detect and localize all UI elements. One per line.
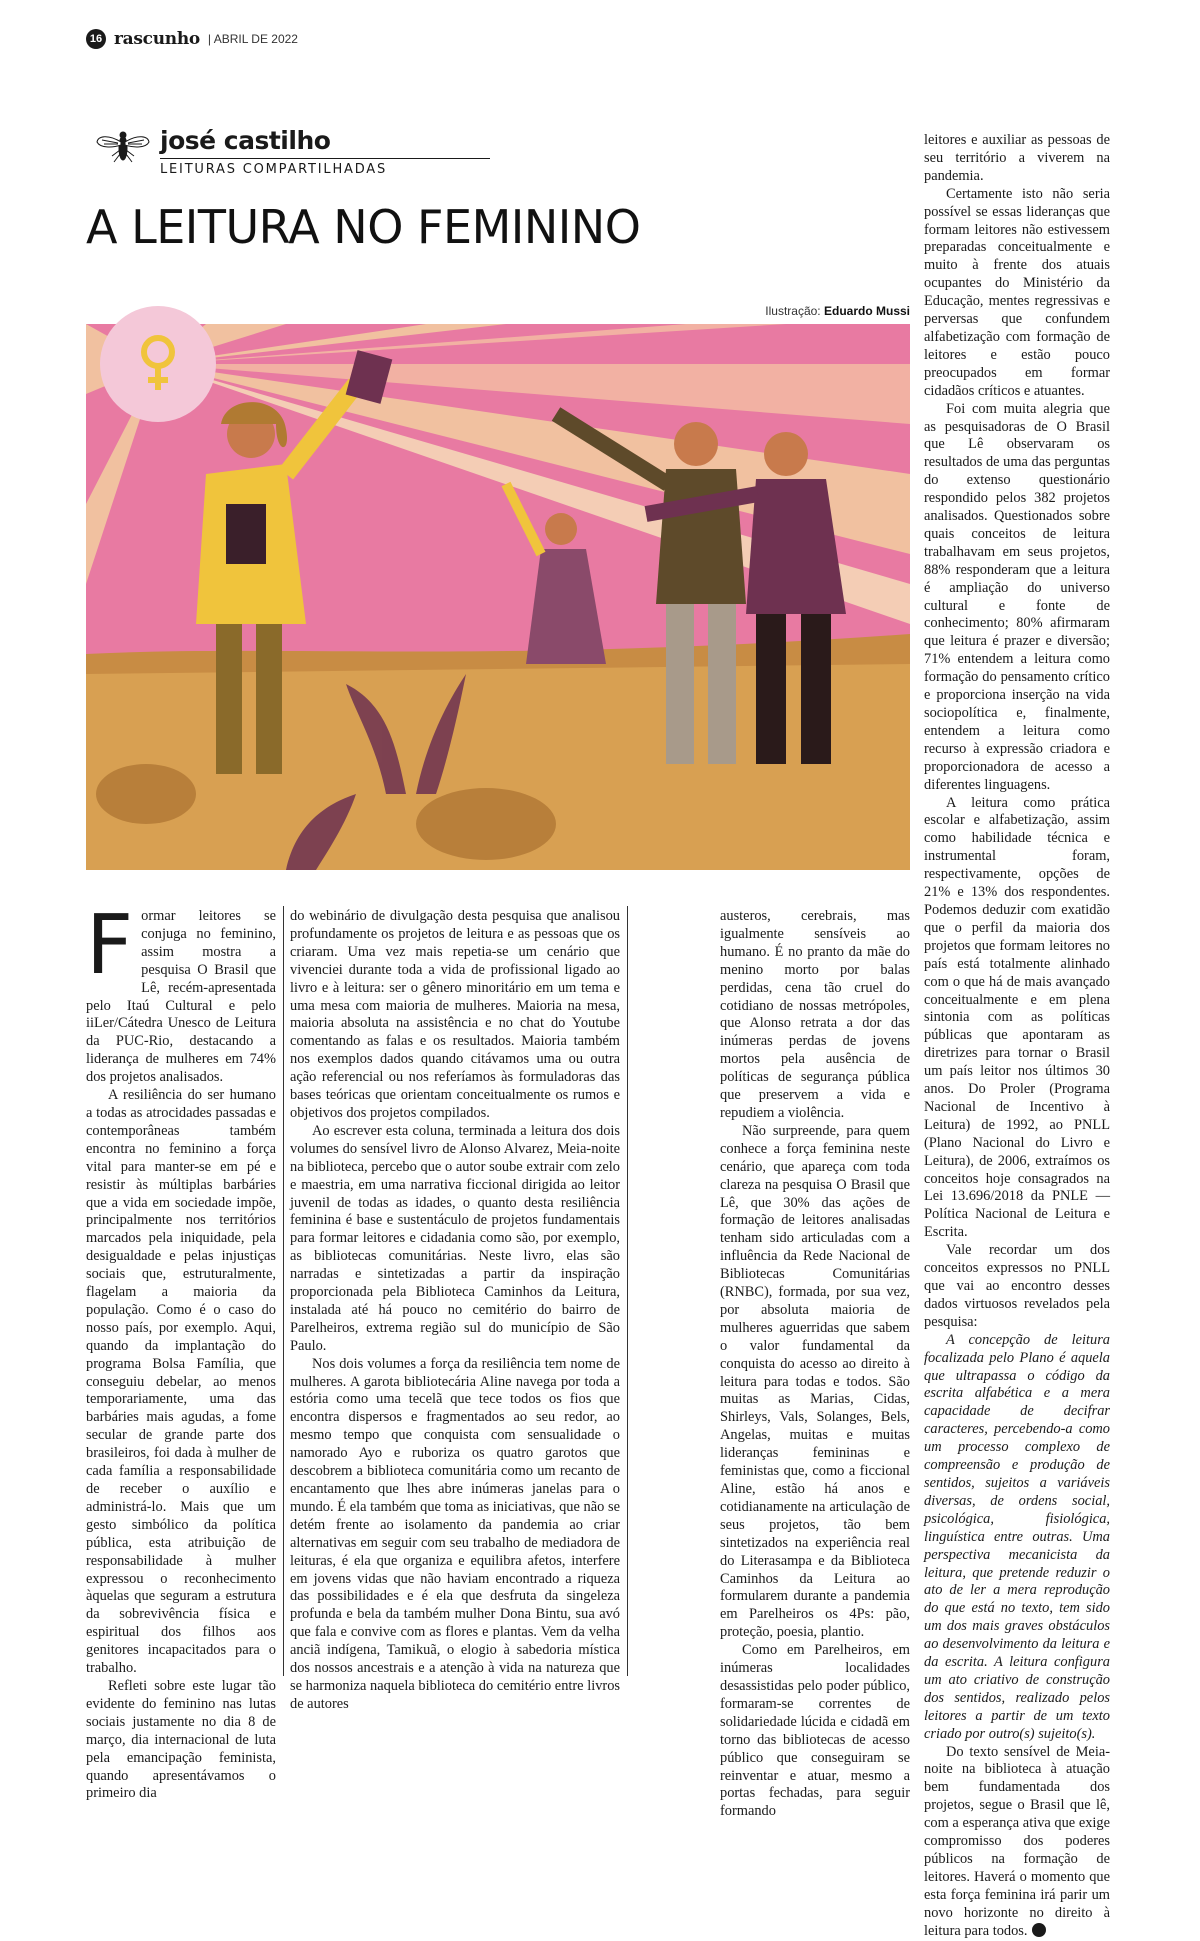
- drop-cap: F: [86, 898, 134, 993]
- column-divider: [283, 906, 284, 1676]
- paragraph-text: Do texto sensível de Meia-noite na biblioteca à atuação bem fundamentada dos projetos, segue o Brasil que lê, com a esperança ativa que exige compromisso dos poderes públicos na formação de leitores. Haverá o momento que esta força feminina irá parir um novo horizonte no direito à leitura para todos.: [924, 1743, 1110, 1939]
- paragraph-text: ormar leitores se conjuga no feminino, assim mostra a pesquisa O Brasil que Lê, recém-apresentada pelo Itaú Cultural e pelo iiLer/Cátedra Unesco de Leitura da PUC-Rio, destacando a liderança de mulheres em 74% dos projetos analisados.: [86, 908, 276, 1086]
- article-column-3: [720, 908, 910, 1821]
- brand-logo: rascunho: [114, 29, 200, 49]
- block-quote: A concepção de leitura focalizada pelo Plano é aquela que ultrapassa o código da escrita alfabética e a mera capacidade de decifrar caracteres, percebendo-a como um processo complexo de compreensão e produção de sentidos, sujeitos a variáveis diversas, de ordens social, psicológica, fisiológica, linguística entre outras. Uma perspectiva mecanicista da leitura, que pretende reduzir o ato de ler a mera reprodução do que está no texto, tem sido um dos mais graves obstáculos ao desenvolvimento da leitura e da escrita. A leitura configura um ato criativo de construção dos sentidos, realizado pelos leitores a partir de um texto criado por outro(s) sujeito(s).: [924, 1331, 1110, 1742]
- page-header: [86, 28, 298, 50]
- credit-label: Ilustração:: [765, 304, 821, 318]
- article-paragraph: Ao escrever esta coluna, terminada a leitura dos dois volumes do sensível livro de Alonso Alvarez, Meia-noite na biblioteca, percebo que o autor soube extrair com zelo e maestria, em uma narrativa ficcional dirigida ao leitor juvenil de todas as idades, o quanto desta resiliência feminina é base e sustentáculo de projetos fundamentais para formar leitores e cidadania como são, por exemplo, as bibliotecas comunitárias. Neste livro, elas são narradas e sintetizadas a partir da inspiração proporcionada pela Biblioteca Caminhos da Leitura, instalada até há pouco no cemitério do bairro de Parelheiros, extrema região sul do município de São Paulo.: [290, 1122, 620, 1354]
- article-column-1: [86, 898, 276, 1803]
- article-paragraph: leitores e auxiliar as pessoas de seu território a viverem na pandemia.: [924, 132, 1110, 184]
- author-block: [94, 126, 490, 177]
- fly-icon: [94, 126, 152, 168]
- article-paragraph: Certamente isto não seria possível se essas lideranças que formam leitores não estivessem preparadas conceitualmente e muito à frente dos atuais ocupantes do Ministério da Educação, mentes regressivas e perversas que confundem alfabetização com formação de leitores e estão pouco preocupados em formar cidadãos críticos e atuantes.: [924, 185, 1110, 399]
- author-text: [160, 126, 490, 177]
- article-paragraph: [86, 898, 276, 1087]
- article-paragraph: Vale recordar um dos conceitos expressos no PNLL que vai ao encontro desses dados virtuosos revelados pela pesquisa:: [924, 1242, 1110, 1330]
- illustration-credit: [700, 304, 910, 318]
- page-number: 16: [86, 29, 106, 49]
- article-paragraph: Como em Parelheiros, em inúmeras localidades desassistidas pelo poder público, formaram-se correntes de solidariedade lúcida e cidadã em torno das bibliotecas de acesso público que conseguiram se reinventar e atuar, mesmo a portas fechadas, para seguir formando: [720, 1642, 910, 1820]
- article-paragraph: A resiliência do ser humano a todas as atrocidades passadas e contemporâneas também encontra no feminino a força vital para manter-se em pé e resistir às múltiplas barbáries que a vida em sociedade impõe, principalmente nos territórios marcados pela iniquidade, pela desigualdade e pelas injustiças sociais que, estruturalmente, flagelam a maioria da população. Como é o caso do nosso país, por exemplo. Aqui, quando da implantação do programa Bolsa Família, que conseguiu debelar, ao menos temporariamente, uma das barbáries mais agudas, a fome secular de grande parte dos brasileiros, foi dada à mulher de cada família a responsabilidade de receber o auxílio e administrá-lo. Mais que um gesto simbólico da política pública, esta atribuição de responsabilidade à mulher expressou o reconhecimento àquelas que seguram a estrutura da sobrevivência física e espiritual dos filhos aos genitores incapacitados para o trabalho.: [86, 1087, 276, 1677]
- author-divider: [160, 158, 490, 159]
- article-paragraph: do webinário de divulgação desta pesquisa que analisou profundamente os projetos de leitura e as pessoas que os criaram. Uma vez mais repetia-se um cenário que vivenciei durante toda a vida de profissional ligado ao livro e à leitura: ser o gênero minoritário em um tema e uma mesa com maioria de mulheres. Maioria na mesa, maioria absoluta na assistência e no chat do Youtube comentando as falas e os resultados. Maioria também nos exemplos dados quando citávamos uma ou outra ação referencial ou nos referíamos às formuladoras das bases teóricas que orientam conceitualmente os rumos e objetivos dos projetos compilados.: [290, 908, 620, 1121]
- illustration: [86, 324, 910, 870]
- article-paragraph: austeros, cerebrais, mas igualmente sensíveis ao humano. É no pranto da mãe do menino morto por balas perdidas, cena tão cruel do cotidiano de nossas metrópoles, que Alonso retrata a dor das inúmeras perdas de jovens mortos pela ausência de políticas de segurança pública que preservem a vida e repudiem a violência.: [720, 908, 910, 1121]
- article-paragraph: Não surpreende, para quem conhece a força feminina neste cenário, que apareça com toda clareza na pesquisa O Brasil que Lê, que 30% das ações de formação de leitores analisadas tenham sido articuladas com a influência da Rede Nacional de Bibliotecas Comunitárias (RNBC), formada, por sua vez, por absoluta maioria de mulheres aguerridas que sabem o valor fundamental da conquista do acesso ao direito à leitura para todas e todos. São muitas as Marias, Cidas, Shirleys, Vals, Solanges, Bels, Angelas, muitas e muitas lideranças femininas e feministas que, como a ficcional Aline, estão há anos e cotidianamente na articulação de seus projetos, tão bem sintetizados na experiência real do Literasampa e da Biblioteca Caminhos da Leitura ao formularem durante a pandemia em Parelheiros os 4Ps: pão, proteção, poesia, plantio.: [720, 1122, 910, 1641]
- article-paragraph: Nos dois volumes a força da resiliência tem nome de mulheres. A garota bibliotecária Aline navega por toda a estória como uma tecelã que tece todos os fios que encontra dispersos e fragmentados ao seu redor, ao mesmo tempo que conquista com sensualidade o namorado Ayo e ruboriza os quatro garotos que descobrem a biblioteca comunitária como um recanto de encantamento que lhes abre inúmeras janelas para o mundo. É ela também que toma as iniciativas, que não se detém frente ao isolamento da pandemia ao criar alternativas em seguir com seu trabalho de mediadora de leituras, é ela que organiza e equilibra afetos, interfere em jovens vidas que não haviam encontrado a riqueza das possibilidades e é ela que desfruta da singeleza profunda e bela da também mulher Dona Bintu, sua avó que fala e convive com as flores e plantas. Vem da velha anciã indígena, Tamikuã, o elogio à sabedoria mística dos nossos ancestrais e a atenção à vida na natureza que se harmoniza naquela biblioteca do cemitério entre livros de autores: [290, 1355, 620, 1712]
- article-column-2: [290, 908, 620, 1714]
- end-mark-icon: [1032, 1923, 1046, 1937]
- author-name: josé castilho: [160, 126, 331, 155]
- illustration-art: [86, 324, 910, 870]
- credit-artist: Eduardo Mussi: [823, 304, 910, 318]
- article-paragraph: Refleti sobre este lugar tão evidente do feminino nas lutas sociais justamente no dia 8 de março, dia internacional de luta pela emancipação feminista, quando apresentávamos o primeiro dia: [86, 1677, 276, 1802]
- article-column-4: [924, 132, 1110, 1941]
- article-paragraph: A leitura como prática escolar e alfabetização, assim como habilidade técnica e instrumental foram, respectivamente, opções de 21% e 13% dos respondentes. Podemos deduzir com exatidão que o perfil da maioria dos projetos que formam leitores no país está totalmente alinhado com o que há de mais avançado conceitualmente e em plena sintonia com as políticas públicas que apontaram as diretrizes para tornar o Brasil um país leitor nos últimos 30 anos. Do Proler (Programa Nacional de Incentivo à Leitura) de 1992, ao PNLL (Plano Nacional do Livro e Leitura), de 2006, extraímos os conceitos hoje consagrados na Lei 13.696/2018 da PNLE — Política Nacional de Leitura e Escrita.: [924, 794, 1110, 1241]
- article-paragraph: Foi com muita alegria que as pesquisadoras de O Brasil que Lê observaram os resultados de uma das perguntas do extenso questionário respondido pelos 382 projetos analisados. Questionados sobre quais conceitos de leitura trabalhavam em seus projetos, 88% responderam que a leitura é ampliação do universo cultural e fonte de conhecimento; 80% afirmaram que leitura é prazer e diversão; 71% entendem a leitura como formação do pensamento crítico e proporciona inserção na vida sociopolítica e, finalmente, entendem a leitura como recurso à expressão criadora e proporcionadora de acesso a diferentes linguagens.: [924, 400, 1110, 793]
- headline: A LEITURA NO FEMININO: [86, 200, 641, 254]
- article-paragraph: [924, 1744, 1110, 1941]
- column-divider: [627, 906, 628, 1676]
- issue-date: | ABRIL DE 2022: [207, 32, 298, 46]
- column-name: LEITURAS COMPARTILHADAS: [160, 162, 388, 177]
